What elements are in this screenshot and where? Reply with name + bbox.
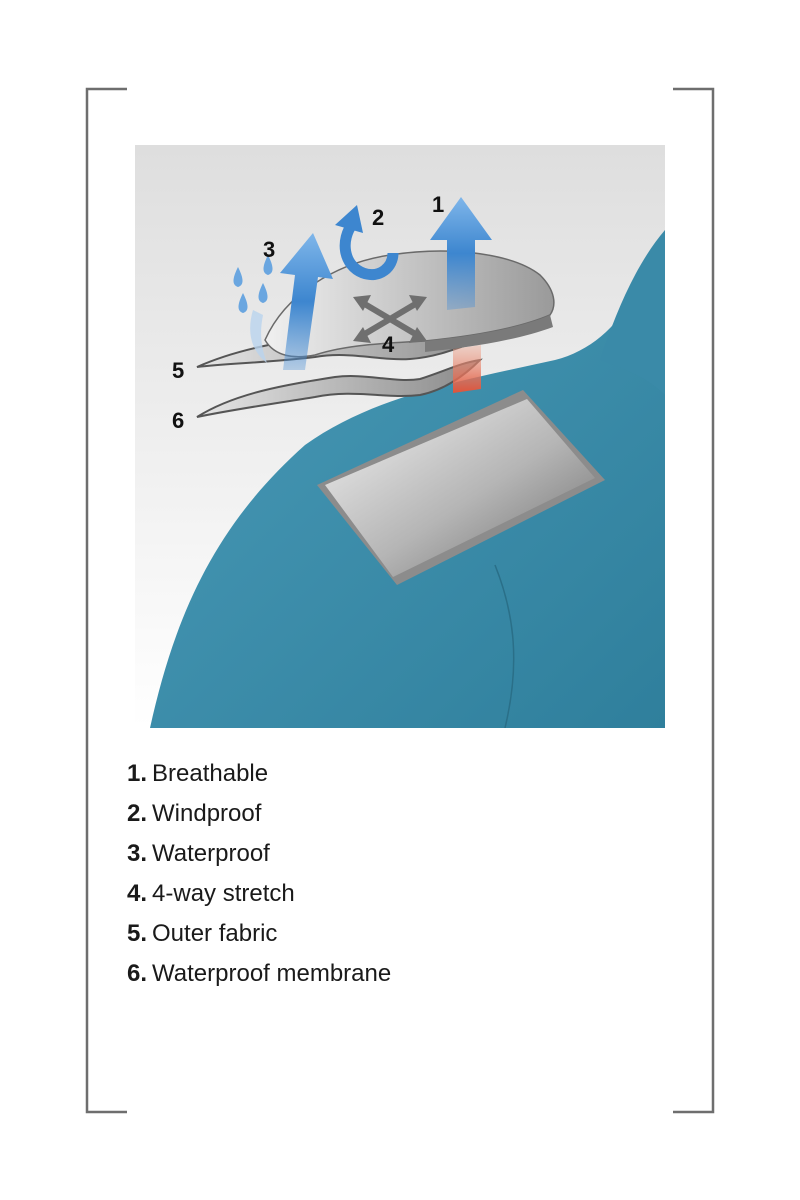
callout-5: 5 (172, 358, 185, 383)
fabric-layers-illustration (135, 145, 665, 728)
bracket-top-right (673, 89, 713, 1112)
legend-item-windproof: 2. Windproof (127, 800, 262, 827)
callout-3: 3 (263, 237, 276, 262)
legend-item-membrane: 6. Waterproof membrane (127, 960, 392, 987)
feature-legend (127, 760, 391, 1000)
legend-item-waterproof: 3. Waterproof (127, 840, 270, 867)
heat-arrow (453, 345, 481, 393)
callout-4: 4 (382, 332, 395, 357)
legend-item-stretch: 4. 4-way stretch (127, 880, 295, 907)
callout-6: 6 (172, 408, 185, 433)
bracket-top-left (87, 89, 127, 1112)
callout-1: 1 (432, 192, 445, 217)
legend-item-outer-fabric: 5. Outer fabric (127, 920, 278, 947)
callout-2: 2 (372, 205, 385, 230)
legend-item-breathable: 1. Breathable (127, 760, 269, 787)
